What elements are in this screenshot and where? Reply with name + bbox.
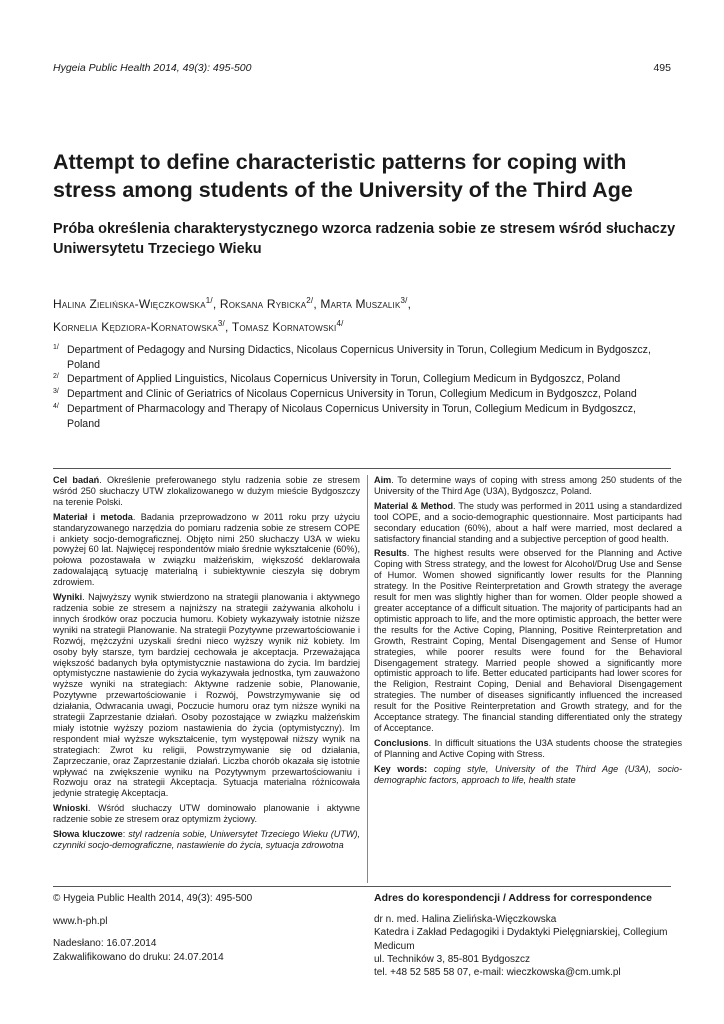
abstract-wnioski: Wnioski. Wśród słuchaczy UTW dominowało planowanie i aktywne radzenie sobie ze stresem oraz optymizm życiowy. (53, 803, 361, 825)
abstract-cel: Cel badań. Określenie preferowanego stylu radzenia sobie ze stresem wśród 250 słuchaczy UTW zlokalizowanego w dużym mieście Bydgoszczy na terenie Polski. (53, 475, 360, 507)
affiliation-text: Department of Applied Linguistics, Nicolaus Copernicus University in Torun, Collegium Medicum in Bydgoszcz, Poland (67, 373, 621, 386)
section-text: Określenie preferowanego stylu radzenia sobie ze stresem wśród 250 słuchaczy UTW zlokalizowanego w dużym mieście Bydgoszczy na terenie Polski. (53, 475, 360, 507)
correspondent-name: dr n. med. Halina Zielińska-Więczkowska (374, 914, 557, 926)
author-name: Halina Zielińska-Więczkowska (53, 297, 206, 311)
section-label: Aim (374, 475, 392, 485)
section-text: Najwyższy wynik stwierdzono na strategii planowania i aktywnego radzenia sobie ze stresem a najniższy na strategii zażywania alkoholu i innych środków oraz poczucia humoru. Kobiety wykazywały istotnie niższe wyniki na strategii Planowanie. Na strategii Pozytywne przewartościowanie i Rozwój, mężczyźni uzyskali średni nieco wyższy wynik niż kobiety. Im osoby były starsze, tym bardziej cechowała je akceptacja. Przeważająca większość badanych była optymistycznie nastawiona do życia. Im bardziej optymistyczne nastawienie do życia wykazywała jednostka, tym zauważono wyższe wyniki na strategiach: Aktywne radzenie sobie, Planowanie, Pozytywne przewartościowanie i Rozwój, Powstrzymywanie się od działania, Odwracania uwagi, Poczucie humoru oraz tym niższe wyniki na strategii Zaprzestanie działań. Osoby pozostające w związku małżeńskim miały istotnie wyższy poziom nastawienia do życia (optymistyczny). Im respondent miał wyższe wykształcenie, tym występował niższy wynik na strategiach: Zwrot ku religii, Powstrzymywanie się od działania, Zaprzeczanie, oraz Zaprzestanie działań. Liczba chorób okazała się istotnie wpływać na zwiększenie wyniku na Pozytywnym przewartościowaniu i Rozwoju oraz na strategii Akceptacja. Sytuacja materialna różnicowała jedynie strategię Akceptacja. (53, 592, 360, 799)
correspondent-contact: tel. +48 52 585 58 07, e-mail: wieczkowska@cm.umk.pl (374, 967, 621, 979)
page-number: 495 (653, 62, 671, 74)
affiliation-text: Department of Pedagogy and Nursing Didactics, Nicolaus Copernicus University in Torun, Collegium Medicum in Bydgoszcz, Poland (67, 344, 651, 371)
section-label: Conclusions (374, 737, 429, 748)
section-label: Wnioski (53, 803, 88, 814)
received-date: Nadesłano: 16.07.2014 (53, 938, 157, 949)
section-text: The highest results were observed for the Planning and Active Coping with Stress strategy, and the lowest for Alcohol/Drug Use and Sense of Humor. Women showed significantly lower results for the Planning strategy. In the Positive Reinterpretation and Growth strategy the average result for men was slightly higher than for women. Older people showed a greater acceptance of a difficult situation. The majority of participants had an optimistic approach to life, and the more optimistic approach, the better were the results for the Active Coping, Planning, Positive Reinterpretation and Growth, Restraint Coping, Mental Disengagement and Sense of Humor strategies, while poorer results were found for the Behavioral Disengagement strategy. Married people showed a significantly more optimistic approach to life. Better educated participants had lower scores for the Religion, Restraint Coping, Denial and Behavioral Disengagement strategies. The number of diseases significantly influenced the increased result for the Positive Reinterpretation and Growth strategy, and for the Acceptance strategy. The financial standing differentiated only the strategy of Acceptance. (374, 548, 683, 733)
correspondent-department: Katedra i Zakład Pedagogiki i Dydaktyki Pielęgniarskiej, Collegium Medicum (374, 927, 668, 952)
journal-website-link[interactable]: www.h-ph.pl (53, 915, 108, 927)
affiliation-text: Department and Clinic of Geriatrics of Nicolaus Copernicus University in Torun, Collegium Medicum in Bydgoszcz, Poland (67, 388, 637, 401)
section-label: Material & Method (374, 500, 454, 511)
section-text: To determine ways of coping with stress among 250 students of the University of the Third Age (U3A), Bydgoszcz, Poland. (374, 475, 682, 496)
publication-info (53, 892, 353, 964)
section-text: Wśród słuchaczy UTW dominowało planowanie i aktywne radzenie sobie ze stresem oraz optymizm życiowy. (53, 803, 361, 825)
journal-citation: Hygeia Public Health 2014, 49(3): 495-500 (53, 62, 252, 74)
running-header (53, 62, 671, 74)
author-affiliation-marker: 2/ (306, 296, 314, 305)
section-text: Badania przeprowadzono w 2011 roku przy użyciu standaryzowanego narzędzia do pomiaru radzenia sobie ze stresem COPE i ankiety socjo-demograficznej. Objęto nimi 250 słuchaczy U3A w wieku powyżej 60 lat. Najwięcej respondentów miało średnie wykształcenie (60%), połowa pozostawała w związku małżeńskim, większość deklarowała zadowalającą sytuację materialną i subiektywnie cieszyła się dobrym zdrowiem. (53, 511, 360, 588)
article-title: Attempt to define characteristic patterns for coping with stress among students of the University of the Third Age (53, 150, 633, 202)
abstract-results: Results. The highest results were observed for the Planning and Active Coping with Stress strategy, and the lowest for Alcohol/Drug Use and Sense of Humor. Women showed significantly lower results for the Planning strategy. In the Positive Reinterpretation and Growth strategy the average result for men was slightly higher than for women. Older people showed a greater acceptance of a difficult situation. The majority of participants had an optimistic approach to life, and the more optimistic approach, the better were the results for the Active Coping, Planning, Positive Reinterpretation and Growth, Restraint Coping, Mental Disengagement and Sense of Humor strategies, while poorer results were found for the Behavioral Disengagement strategy. Married people showed a significantly more optimistic approach to life. Better educated participants had lower scores for the Religion, Restraint Coping, Denial and Behavioral Disengagement strategies. The number of diseases significantly influenced the increased result for the Positive Reinterpretation and Growth strategy, and for the Acceptance strategy. The financial standing differentiated only the strategy of Acceptance. (374, 548, 683, 733)
keywords-text: coping style, University of the Third Age (U3A), socio-demographic factors, approach to life, health state (374, 763, 682, 785)
abstract-aim: Aim. To determine ways of coping with stress among 250 students of the University of the Third Age (U3A), Bydgoszcz, Poland. (374, 475, 682, 496)
column-divider (367, 475, 368, 883)
abstract-english (374, 475, 682, 789)
author-list: Halina Zielińska-Więczkowska$^{1/}$, Roksana Rybicka$^{2/}$, Marta Muszalik$^{3/}$, Kornelia Kędziora-Kornatowska$^{3/}$, Tomasz Kornatowski$^{4/}$ (53, 296, 412, 334)
correspondence-heading: Adres do korespondencji / Address for correspondence (374, 892, 652, 904)
abstract-method: Material & Method. The study was performed in 2011 using a standardized tool COPE, and a socio-demographic questionnaire. Most participants had secondary education (60%), about a half were married, most declared a satisfactory financial standing and a subjective perception of good health. (374, 500, 682, 544)
author-affiliation-marker: 3/ (217, 319, 225, 328)
affiliation-item (53, 372, 664, 387)
author-name: Marta Muszalik (320, 297, 401, 311)
affiliation-number: 4/ (53, 402, 59, 410)
section-label: Cel badań (53, 475, 100, 485)
abstract-conclusions: Conclusions. In difficult situations the U3A students choose the strategies of Planning and Active Coping with Stress. (374, 737, 682, 759)
affiliation-number: 3/ (53, 388, 59, 396)
section-label: Materiał i metoda (53, 511, 133, 522)
affiliation-number: 2/ (53, 373, 59, 381)
affiliation-item (53, 343, 664, 372)
abstract-keywords-en (374, 764, 682, 786)
affiliation-list (53, 343, 664, 431)
section-text: In difficult situations the U3A students choose the strategies of Planning and Active Coping with Stress. (374, 737, 682, 759)
correspondence-address (374, 892, 684, 979)
correspondent-street: ul. Techników 3, 85-801 Bydgoszcz (374, 953, 531, 965)
abstract-wyniki: Wyniki. Najwyższy wynik stwierdzono na strategii planowania i aktywnego radzenia sobie ze stresem a najniższy na strategii zażywania alkoholu i innych środków oraz poczucia humoru. Kobiety wykazywały istotnie niższe wyniki na strategii Planowanie. Na strategii Pozytywne przewartościowanie i Rozwój, mężczyźni uzyskali średni nieco wyższy wynik niż kobiety. Im osoby były starsze, tym bardziej cechowała je akceptacja. Przeważająca większość badanych była optymistycznie nastawiona do życia. Im bardziej optymistyczne nastawienie do życia wykazywała jednostka, tym zauważono wyższe wyniki na strategiach: Aktywne radzenie sobie, Planowanie, Pozytywne przewartościowanie i Rozwój, Powstrzymywanie się od działania, Odwracania uwagi, Poczucie humoru oraz tym niższe wyniki na strategii Zaprzestanie działań. Osoby pozostające w związku małżeńskim miały istotnie wyższy poziom nastawienia do życia (optymistyczny). Im respondent miał wyższe wykształcenie, tym występował niższy wynik na strategiach: Zwrot ku religii, Powstrzymywanie się od działania, Zaprzeczanie, oraz Zaprzestanie działań. Liczba chorób okazała się istotnie wpływać na zwiększenie wyniku na Pozytywnym przewartościowaniu i Rozwoju oraz na strategii Akceptacja. Sytuacja materialna różnicowała jedynie strategię Akceptacja. (53, 592, 360, 799)
article-subtitle-polish: Próba określenia charakterystycznego wzorca radzenia sobie ze stresem wśród słuchaczy Uniwersytetu Trzeciego Wieku (53, 221, 676, 257)
accepted-date: Zakwalifikowano do druku: 24.07.2014 (53, 951, 224, 963)
affiliation-text: Department of Pharmacology and Therapy of Nicolaus Copernicus University in Torun, Collegium Medicum in Bydgoszcz, Poland (67, 402, 636, 430)
section-text: The study was performed in 2011 using a standardized tool COPE, and a socio-demographic questionnaire. Most participants had secondary education (60%), about a half were married, most declared a satisfactory financial standing and a subjective perception of good health. (374, 500, 682, 544)
author-name: Roksana Rybicka (219, 297, 307, 311)
abstract-top-rule (53, 468, 671, 469)
author-affiliation-marker: 1/ (205, 296, 213, 305)
affiliation-item (53, 387, 664, 402)
author-affiliation-marker: 4/ (336, 319, 344, 328)
affiliation-item (53, 402, 664, 431)
author-name: Tomasz Kornatowski (231, 320, 337, 334)
keywords-text: styl radzenia sobie, Uniwersytet Trzeciego Wieku (UTW), czynniki socjo-demograficzne, nastawienie do życia, sytuacja zdrowotna (53, 829, 361, 850)
copyright-notice: © Hygeia Public Health 2014, 49(3): 495-500 (53, 893, 253, 904)
footer-top-rule (53, 886, 671, 887)
section-label: Słowa kluczowe (53, 829, 123, 840)
abstract-keywords-pl: Słowa kluczowe: styl radzenia sobie, Uniwersytet Trzeciego Wieku (UTW), czynniki socjo-demograficzne, nastawienie do życia, sytuacja zdrowotna (53, 829, 361, 850)
section-label: Key words: (374, 763, 428, 774)
author-name: Kornelia Kędziora-Kornatowska (53, 320, 218, 334)
abstract-material: Materiał i metoda. Badania przeprowadzono w 2011 roku przy użyciu standaryzowanego narzędzia do pomiaru radzenia sobie ze stresem COPE i ankiety socjo-demograficznej. Objęto nimi 250 słuchaczy U3A w wieku powyżej 60 lat. Najwięcej respondentów miało średnie wykształcenie (60%), połowa pozostawała w związku małżeńskim, większość deklarowała zadowalającą sytuację materialną i subiektywnie cieszyła się dobrym zdrowiem. (53, 511, 360, 588)
section-label: Wyniki (53, 592, 83, 603)
affiliation-number: 1/ (53, 344, 59, 351)
abstract-polish (53, 475, 360, 855)
author-affiliation-marker: 3/ (400, 296, 408, 305)
section-label: Results (374, 548, 407, 559)
